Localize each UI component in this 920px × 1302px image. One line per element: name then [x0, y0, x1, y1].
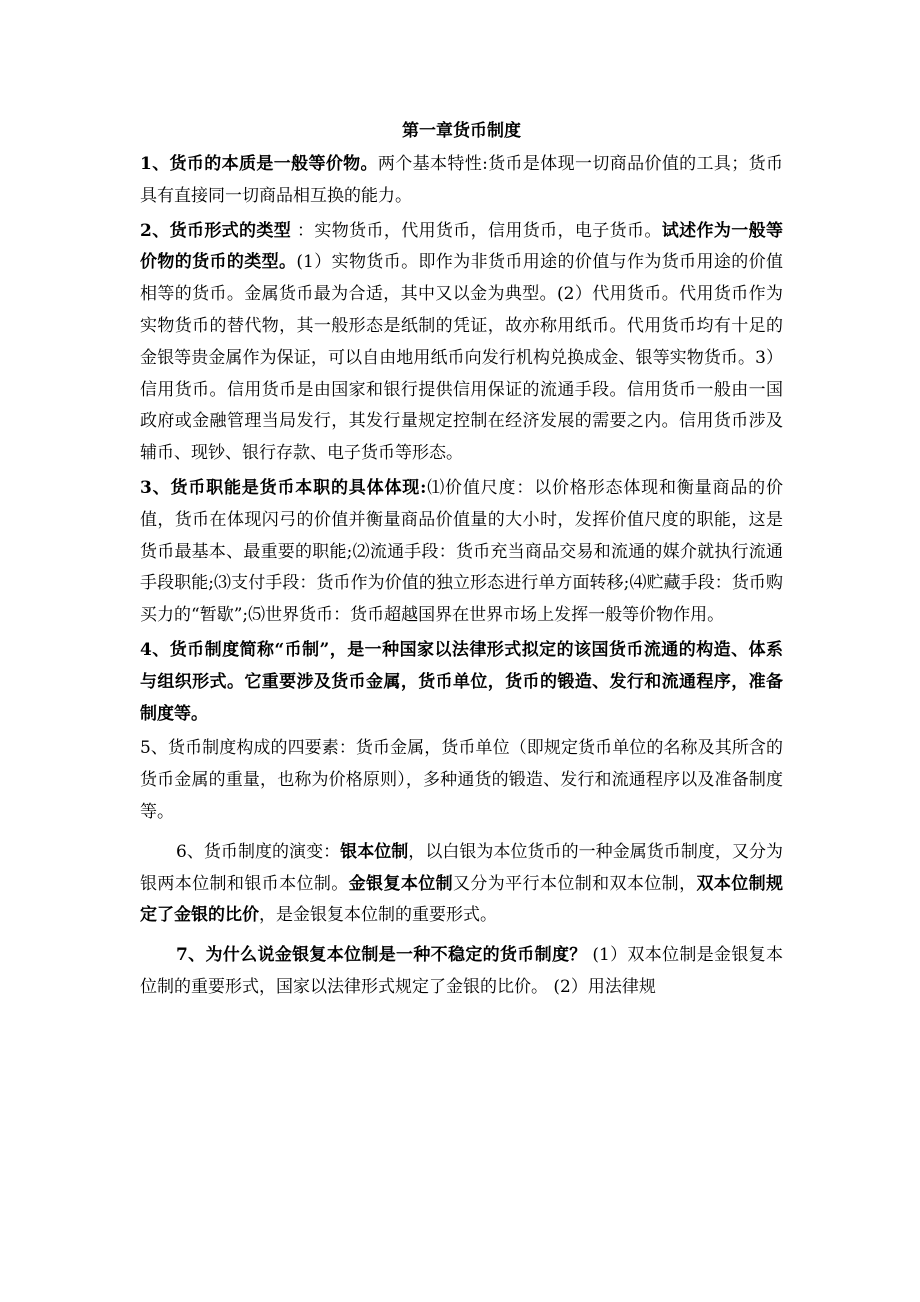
- paragraph-5-text: 5、货币制度构成的四要素：货币金属，货币单位（即规定货币单位的名称及其所含的货币金属的重量，也称为价格原则），多种通货的锻造、发行和流通程序以及准备制度等。: [140, 738, 783, 822]
- document-body: [140, 117, 783, 1007]
- paragraph-6-term-silver: 银本位制: [340, 841, 409, 862]
- paragraph-3: [140, 473, 783, 632]
- paragraph-5: [140, 733, 783, 828]
- paragraph-6-text-b: 又分为平行本位制和双本位制，: [453, 873, 697, 894]
- paragraph-1: [140, 149, 783, 213]
- paragraph-3-text: ⑴价值尺度：以价格形态体现和衡量商品的价值，货币在体现闪弓的价值并衡量商品价值量的大小时，发挥价值尺度的职能，这是货币最基本、最重要的职能;⑵流通手段：货币充当商品交易和流通的媒介就执行流通手段职能;⑶支付手段：货币作为价值的独立形态进行单方面转移;⑷贮藏手段：货币购买力的“暂歇”;⑸世界货币：货币超越国界在世界市场上发挥一般等价物作用。: [140, 477, 783, 626]
- paragraph-7-question: 7、为什么说金银复本位制是一种不稳定的货币制度？: [176, 945, 587, 966]
- paragraph-6: [140, 837, 783, 932]
- paragraph-6-text-c: ，是金银复本位制的重要形式。: [259, 905, 497, 926]
- paragraph-2-question: 试述作为一般等价物的货币的类型。: [140, 220, 784, 273]
- paragraph-3-heading: 3、货币职能是货币本职的具体体现:: [140, 477, 427, 498]
- paragraph-6-term-bimetal: 金银复本位制: [348, 873, 454, 894]
- paragraph-7: [140, 940, 783, 1004]
- paragraph-1-heading: 1、货币的本质是一般等价物。: [140, 154, 378, 174]
- paragraph-4: [140, 635, 783, 730]
- paragraph-6-text-a: ，以白银为本位货币的一种金属货币制度，又分为银两本位制和银币本位制。: [140, 841, 783, 894]
- chapter-title: 第一章货币制度: [402, 121, 521, 141]
- paragraph-6-lead: 6、货币制度的演变：: [176, 841, 341, 862]
- paragraph-2-heading: 2、货币形式的类型: [140, 220, 292, 241]
- paragraph-2-list: ：实物货币，代用货币，信用货币，电子货币。: [291, 220, 662, 241]
- paragraph-6-term-double: 双本位制规定了金银的比价: [140, 873, 784, 926]
- paragraph-2: [140, 216, 783, 470]
- paragraph-7-text: (1）双本位制是金银复本位制的重要形式，国家以法律形式规定了金银的比价。 (2）用法律规: [140, 945, 784, 997]
- paragraph-4-text: 4、货币制度简称“币制”，是一种国家以法律形式拟定的该国货币流通的构造、体系与组织形式。它重要涉及货币金属，货币单位，货币的锻造、发行和流通程序，准备制度等。: [140, 639, 783, 724]
- paragraph-2-text: (1）实物货币。即作为非货币用途的价值与作为货币用途的价值相等的货币。金属货币最为合适，其中又以金为典型。(2）代用货币。代用货币作为实物货币的替代物，其一般形态是纸制的凭证，故亦称用纸币。代用货币均有十足的金银等贵金属作为保证，可以自由地用纸币向发行机构兑换成金、银等实物货币。3）信用货币。信用货币是由国家和银行提供信用保证的流通手段。信用货币一般由一国政府或金融管理当局发行，其发行量规定控制在经济发展的需要之内。信用货币涉及辅币、现钞、银行存款、电子货币等形态。: [140, 252, 783, 464]
- paragraph-1-text: 两个基本特性:货币是体现一切商品价值的工具；货币具有直接同一切商品相互换的能力。: [140, 154, 784, 206]
